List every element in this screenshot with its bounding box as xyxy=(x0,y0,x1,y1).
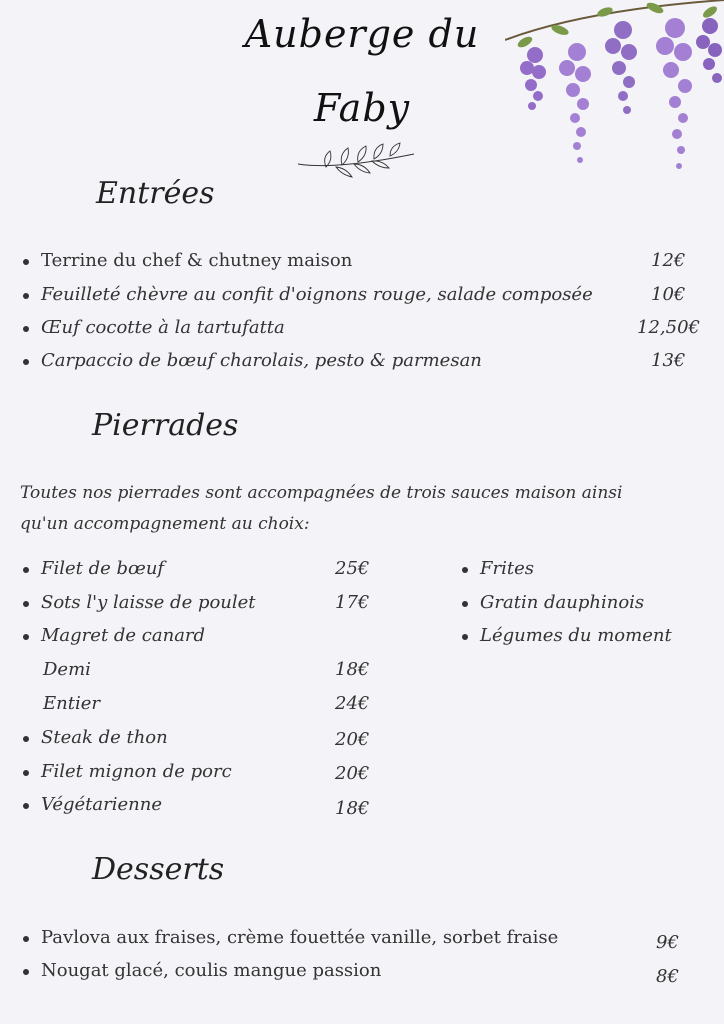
menu-item-price: 18€ xyxy=(335,659,370,680)
side-item: Frites xyxy=(480,558,534,579)
menu-item: Steak de thon xyxy=(41,727,168,748)
menu-item: Carpaccio de bœuf charolais, pesto & parmesan xyxy=(41,350,482,371)
menu-item: Nougat glacé, coulis mangue passion xyxy=(41,960,382,981)
olive-branch-icon xyxy=(296,140,416,188)
menu-item: Sots l'y laisse de poulet xyxy=(41,592,256,613)
menu-item-price: 12,50€ xyxy=(637,317,700,338)
menu-item: Terrine du chef & chutney maison xyxy=(41,250,353,271)
side-item: Gratin dauphinois xyxy=(480,592,645,613)
menu-item-price: 25€ xyxy=(335,558,370,579)
menu-item: Végétarienne xyxy=(41,794,162,815)
pierrades-intro-line1: Toutes nos pierrades sont accompagnées de trois sauces maison ainsi xyxy=(20,483,623,503)
menu-item-price: 13€ xyxy=(651,350,686,371)
menu-item: Filet mignon de porc xyxy=(41,761,232,782)
menu-item: Œuf cocotte à la tartufatta xyxy=(41,317,285,338)
menu-item: Filet de bœuf xyxy=(41,558,165,579)
section-title-pierrades: Pierrades xyxy=(92,408,239,443)
menu-title-line2: Faby xyxy=(313,86,411,130)
section-title-desserts: Desserts xyxy=(92,852,225,887)
menu-item-price: 20€ xyxy=(335,729,370,750)
menu-item: Pavlova aux fraises, crème fouettée vanille, sorbet fraise xyxy=(41,927,559,948)
menu-subitem: Entier xyxy=(43,693,100,714)
menu-item-price: 20€ xyxy=(335,763,370,784)
menu-item-price: 18€ xyxy=(335,798,370,819)
menu-item-price: 9€ xyxy=(656,932,679,953)
menu-item-price: 8€ xyxy=(656,966,679,987)
menu-item-price: 17€ xyxy=(335,592,370,613)
pierrades-intro-line2: qu'un accompagnement au choix: xyxy=(20,514,310,534)
menu-item-price: 10€ xyxy=(651,284,686,305)
menu-item: Magret de canard xyxy=(41,625,206,646)
menu-item-price: 12€ xyxy=(651,250,686,271)
menu-item-price: 24€ xyxy=(335,693,370,714)
section-title-entrees: Entrées xyxy=(96,176,215,211)
side-item: Légumes du moment xyxy=(480,625,672,646)
menu-item: Feuilleté chèvre au confit d'oignons rouge, salade composée xyxy=(41,284,593,305)
menu-title-line1: Auberge du xyxy=(244,12,480,56)
menu-subitem: Demi xyxy=(43,659,91,680)
wisteria-flowers-icon xyxy=(505,0,724,185)
